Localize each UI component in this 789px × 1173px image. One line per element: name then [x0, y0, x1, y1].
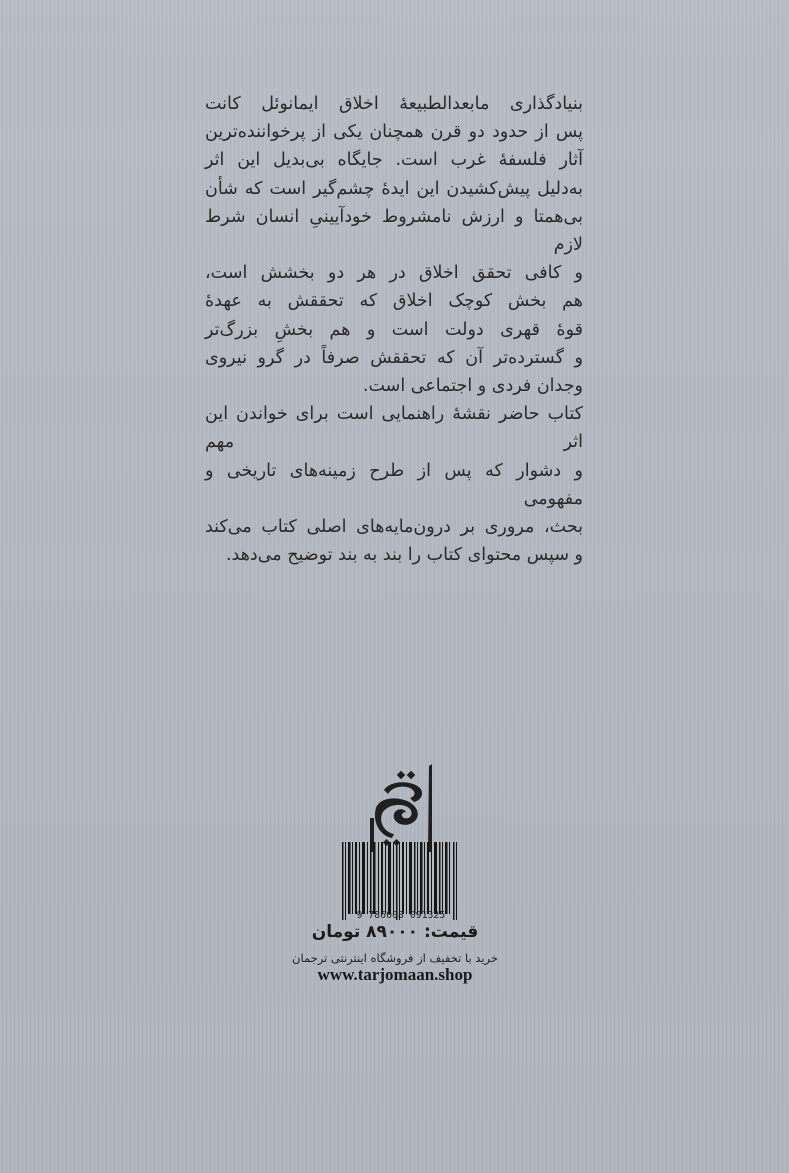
- website-link[interactable]: www.tarjomaan.shop: [317, 965, 473, 984]
- blurb-line: بحث، مروری بر درون‌مایه‌های اصلی کتاب می‌کند: [205, 517, 583, 538]
- publisher-logo-block: [330, 760, 470, 930]
- blurb-line: و گسترده‌تر آن که تحققش صرفاً در گرو نیروی: [205, 347, 583, 368]
- blurb-line: بی‌همتا و ارزش نامشروط خودآیینیِ انسان شرط لازم: [205, 206, 583, 256]
- shop-discount-note: خرید با تخفیف از فروشگاه اینترنتی ترجمان: [292, 951, 498, 965]
- blurb-line: کتاب حاضر نقشهٔ راهنمایی است برای خواندن این اثر مهم: [205, 404, 583, 453]
- blurb-line: و کافی تحقق اخلاق در هر دو بخشش است،: [205, 263, 583, 284]
- blurb-line: به‌دلیل پیش‌کشیدن این ایدهٔ چشم‌گیر است که شأن: [205, 178, 583, 199]
- blurb-line: و سپس محتوای کتاب را بند به بند توضیح می‌دهد.: [225, 545, 583, 566]
- isbn-number: 9 786008 091325: [356, 910, 446, 921]
- price-label: قیمت: ۸۹۰۰۰ تومان: [311, 922, 479, 942]
- blurb-line: قوهٔ قهری دولت است و هم بخشِ بزرگ‌تر: [205, 319, 583, 340]
- blurb-text: [205, 90, 583, 569]
- blurb-line: آثار فلسفهٔ غرب است. جایگاه بی‌بدیل این اثر: [205, 150, 583, 171]
- isbn-barcode: [340, 842, 460, 920]
- blurb-paragraph-2: [205, 400, 583, 569]
- blurb-line: بنیادگذاری مابعدالطبیعهٔ اخلاق ایمانوئل کانت: [205, 94, 583, 114]
- blurb-line: هم بخش کوچک اخلاق که تحققش به عهدهٔ: [205, 291, 583, 312]
- blurb-line: و دشوار که پس از طرح زمینه‌های تاریخی و مفهومی: [205, 460, 583, 509]
- blurb-paragraph-1: [205, 90, 583, 400]
- blurb-line: پس از حدود دو قرن همچنان یکی از پرخواننده‌ترین: [205, 122, 583, 143]
- blurb-line: وجدان فردی و اجتماعی است.: [362, 376, 583, 397]
